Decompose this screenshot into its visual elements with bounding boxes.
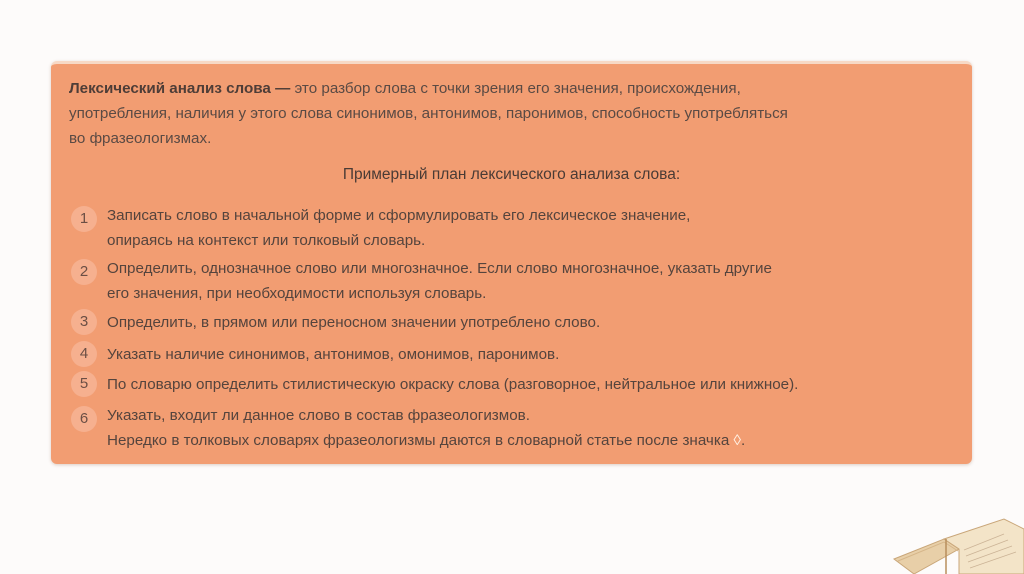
definition: это разбор слова с точки зрения его значения, происхождения,	[290, 80, 741, 97]
item-text: Определить, однозначное слово или многозначное. Если слово многозначное, указать другие	[107, 260, 772, 277]
intro-text	[69, 76, 949, 151]
diamond-icon: ◊	[733, 432, 742, 449]
item-text: Указать, входит ли данное слово в состав фразеологизмов.	[107, 407, 530, 424]
item-number: 2	[71, 259, 97, 285]
item-text: Нередко в толковых словарях фразеологизмы даются в словарной статье после значка	[107, 432, 730, 449]
definition-card	[51, 61, 972, 464]
item-text: Записать слово в начальной форме и сформулировать его лексическое значение,	[107, 207, 691, 224]
item-text: Определить, в прямом или переносном значении употреблено слово.	[107, 314, 601, 331]
item-text: По словарю определить стилистическую окраску слова (разговорное, нейтральное или книжное).	[107, 376, 799, 393]
item-text: опираясь на контекст или толковый словарь.	[107, 232, 426, 249]
item-number: 1	[71, 206, 97, 232]
intro-line-3: во фразеологизмах.	[69, 130, 212, 147]
item-text-end: .	[741, 432, 746, 449]
item-number: 4	[71, 341, 97, 367]
intro-line-2: употребления, наличия у этого слова синонимов, антонимов, паронимов, способность употребляться	[69, 105, 788, 122]
item-text: его значения, при необходимости используя словарь.	[107, 285, 487, 302]
item-text: Указать наличие синонимов, антонимов, омонимов, паронимов.	[107, 346, 560, 363]
term: Лексический анализ слова —	[69, 80, 291, 97]
item-number: 6	[71, 406, 97, 432]
item-number: 3	[71, 309, 97, 335]
plan-title: Примерный план лексического анализа слова:	[342, 166, 681, 183]
open-book-icon	[884, 514, 1024, 574]
item-number: 5	[71, 371, 97, 397]
